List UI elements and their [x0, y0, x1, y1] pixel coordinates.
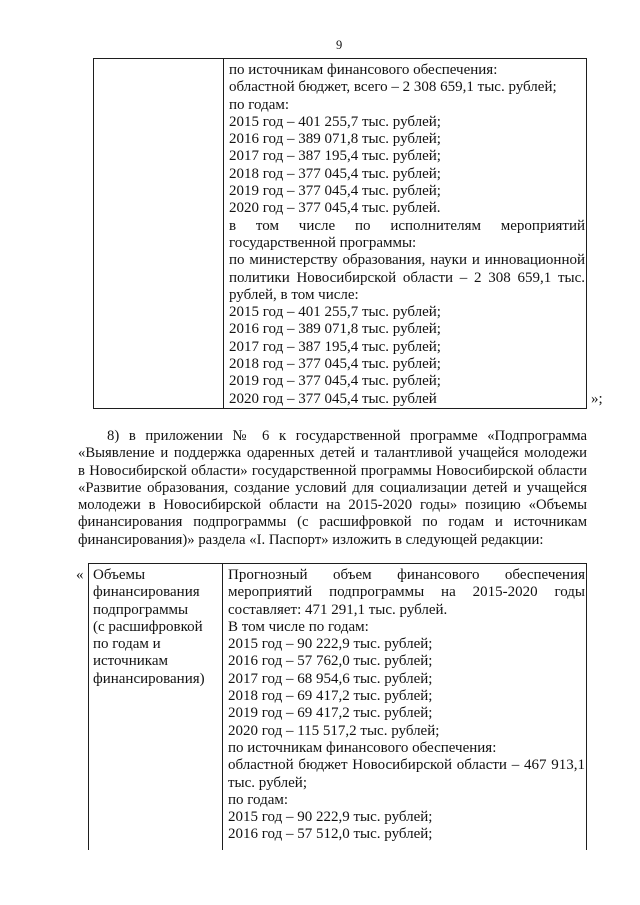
table-line: 2020 год – 377 045,4 тыс. рублей — [229, 390, 437, 407]
table-line: 2015 год – 401 255,7 тыс. рублей; — [229, 113, 441, 130]
table-line: по годам: — [228, 791, 289, 808]
table-line: мероприятий подпрограммы на 2015-2020 годы — [228, 584, 585, 601]
table-line: 2016 год – 389 071,8 тыс. рублей; — [229, 131, 441, 148]
paragraph-line: «Развитие образования, создание условий для социализации детей и учащейся — [78, 479, 587, 496]
table-line: 2018 год – 377 045,4 тыс. рублей; — [229, 165, 441, 182]
financing-table-continuation — [93, 58, 587, 409]
table-line: тыс. рублей; — [228, 774, 307, 791]
table2-right-cell — [228, 567, 585, 844]
table-line: Прогнозный объем финансового обеспечения — [228, 567, 585, 583]
table-line: (с расшифровкой — [93, 618, 203, 635]
paragraph-line: молодежи в Новосибирской области на 2015-2020 годы» позицию «Объемы — [78, 497, 587, 514]
amendment-paragraph — [78, 428, 587, 549]
table-line: 2020 год – 115 517,2 тыс. рублей; — [228, 722, 440, 739]
paragraph-line: финансирования подпрограммы (с расшифровкой по годам и источникам — [78, 514, 587, 531]
table-line: в том числе по исполнителям мероприятий — [229, 217, 585, 234]
table-line: по источникам финансового обеспечения: — [229, 62, 498, 78]
paragraph-line: финансирования)» раздела «I. Паспорт» изложить в следующей редакции: — [78, 531, 544, 548]
paragraph-line: «Выявление и поддержка одаренных детей и талантливой учащейся молодежи — [78, 445, 587, 462]
table-line: по годам: — [229, 96, 290, 113]
table-line: финансирования — [93, 584, 200, 601]
table-line: политики Новосибирской области – 2 308 659,1 тыс. — [229, 269, 585, 286]
table-line: областной бюджет, всего – 2 308 659,1 тыс. рублей; — [229, 79, 557, 96]
table-line: по годам и — [93, 636, 161, 653]
table-line: источникам — [93, 653, 168, 670]
table1-right-cell — [229, 62, 585, 408]
table2-column-divider — [222, 564, 223, 850]
table-line: 2020 год – 377 045,4 тыс. рублей. — [229, 200, 441, 217]
table-line: рублей, в том числе: — [229, 286, 359, 303]
table-line: В том числе по годам: — [228, 618, 369, 635]
table-line: 2019 год – 69 417,2 тыс. рублей; — [228, 705, 433, 722]
table2-left-cell — [93, 567, 221, 688]
table-line: 2016 год – 57 762,0 тыс. рублей; — [228, 653, 433, 670]
table-line: 2016 год – 389 071,8 тыс. рублей; — [229, 321, 441, 338]
table-line: Объемы — [93, 567, 146, 583]
table-line: 2015 год – 90 222,9 тыс. рублей; — [228, 636, 433, 653]
table-line: 2017 год – 387 195,4 тыс. рублей; — [229, 338, 441, 355]
table-line: составляет: 471 291,1 тыс. рублей. — [228, 601, 448, 618]
table-line: государственной программы: — [229, 234, 417, 251]
table-line: 2019 год – 377 045,4 тыс. рублей; — [229, 183, 441, 200]
opening-quote: « — [76, 567, 84, 583]
paragraph-line: в Новосибирской области» государственной программы Новосибирской области — [78, 462, 587, 479]
table-line: по источникам финансового обеспечения: — [228, 739, 497, 756]
page-number: 9 — [336, 38, 343, 52]
paragraph-line: 8) в приложении № 6 к государственной программе «Подпрограмма — [107, 428, 587, 444]
table-line: 2017 год – 68 954,6 тыс. рублей; — [228, 670, 433, 687]
table-line: 2015 год – 90 222,9 тыс. рублей; — [228, 809, 433, 826]
table-line: областной бюджет Новосибирской области – 467 913,1 — [228, 757, 585, 774]
subprogram-financing-table — [88, 563, 587, 850]
table1-left-cell — [94, 59, 223, 408]
table-line: 2018 год – 377 045,4 тыс. рублей; — [229, 356, 441, 373]
table-line: 2016 год – 57 512,0 тыс. рублей; — [228, 826, 433, 843]
table-line: 2015 год – 401 255,7 тыс. рублей; — [229, 304, 441, 321]
table-line: 2019 год – 377 045,4 тыс. рублей; — [229, 373, 441, 390]
closing-quote: »; — [591, 391, 603, 407]
table-line: подпрограммы — [93, 601, 189, 618]
table1-column-divider — [223, 59, 224, 408]
table-line: финансирования) — [93, 670, 205, 687]
table-line: 2018 год – 69 417,2 тыс. рублей; — [228, 688, 433, 705]
table-line: 2017 год – 387 195,4 тыс. рублей; — [229, 148, 441, 165]
table-line: по министерству образования, науки и инновационной — [229, 252, 585, 269]
